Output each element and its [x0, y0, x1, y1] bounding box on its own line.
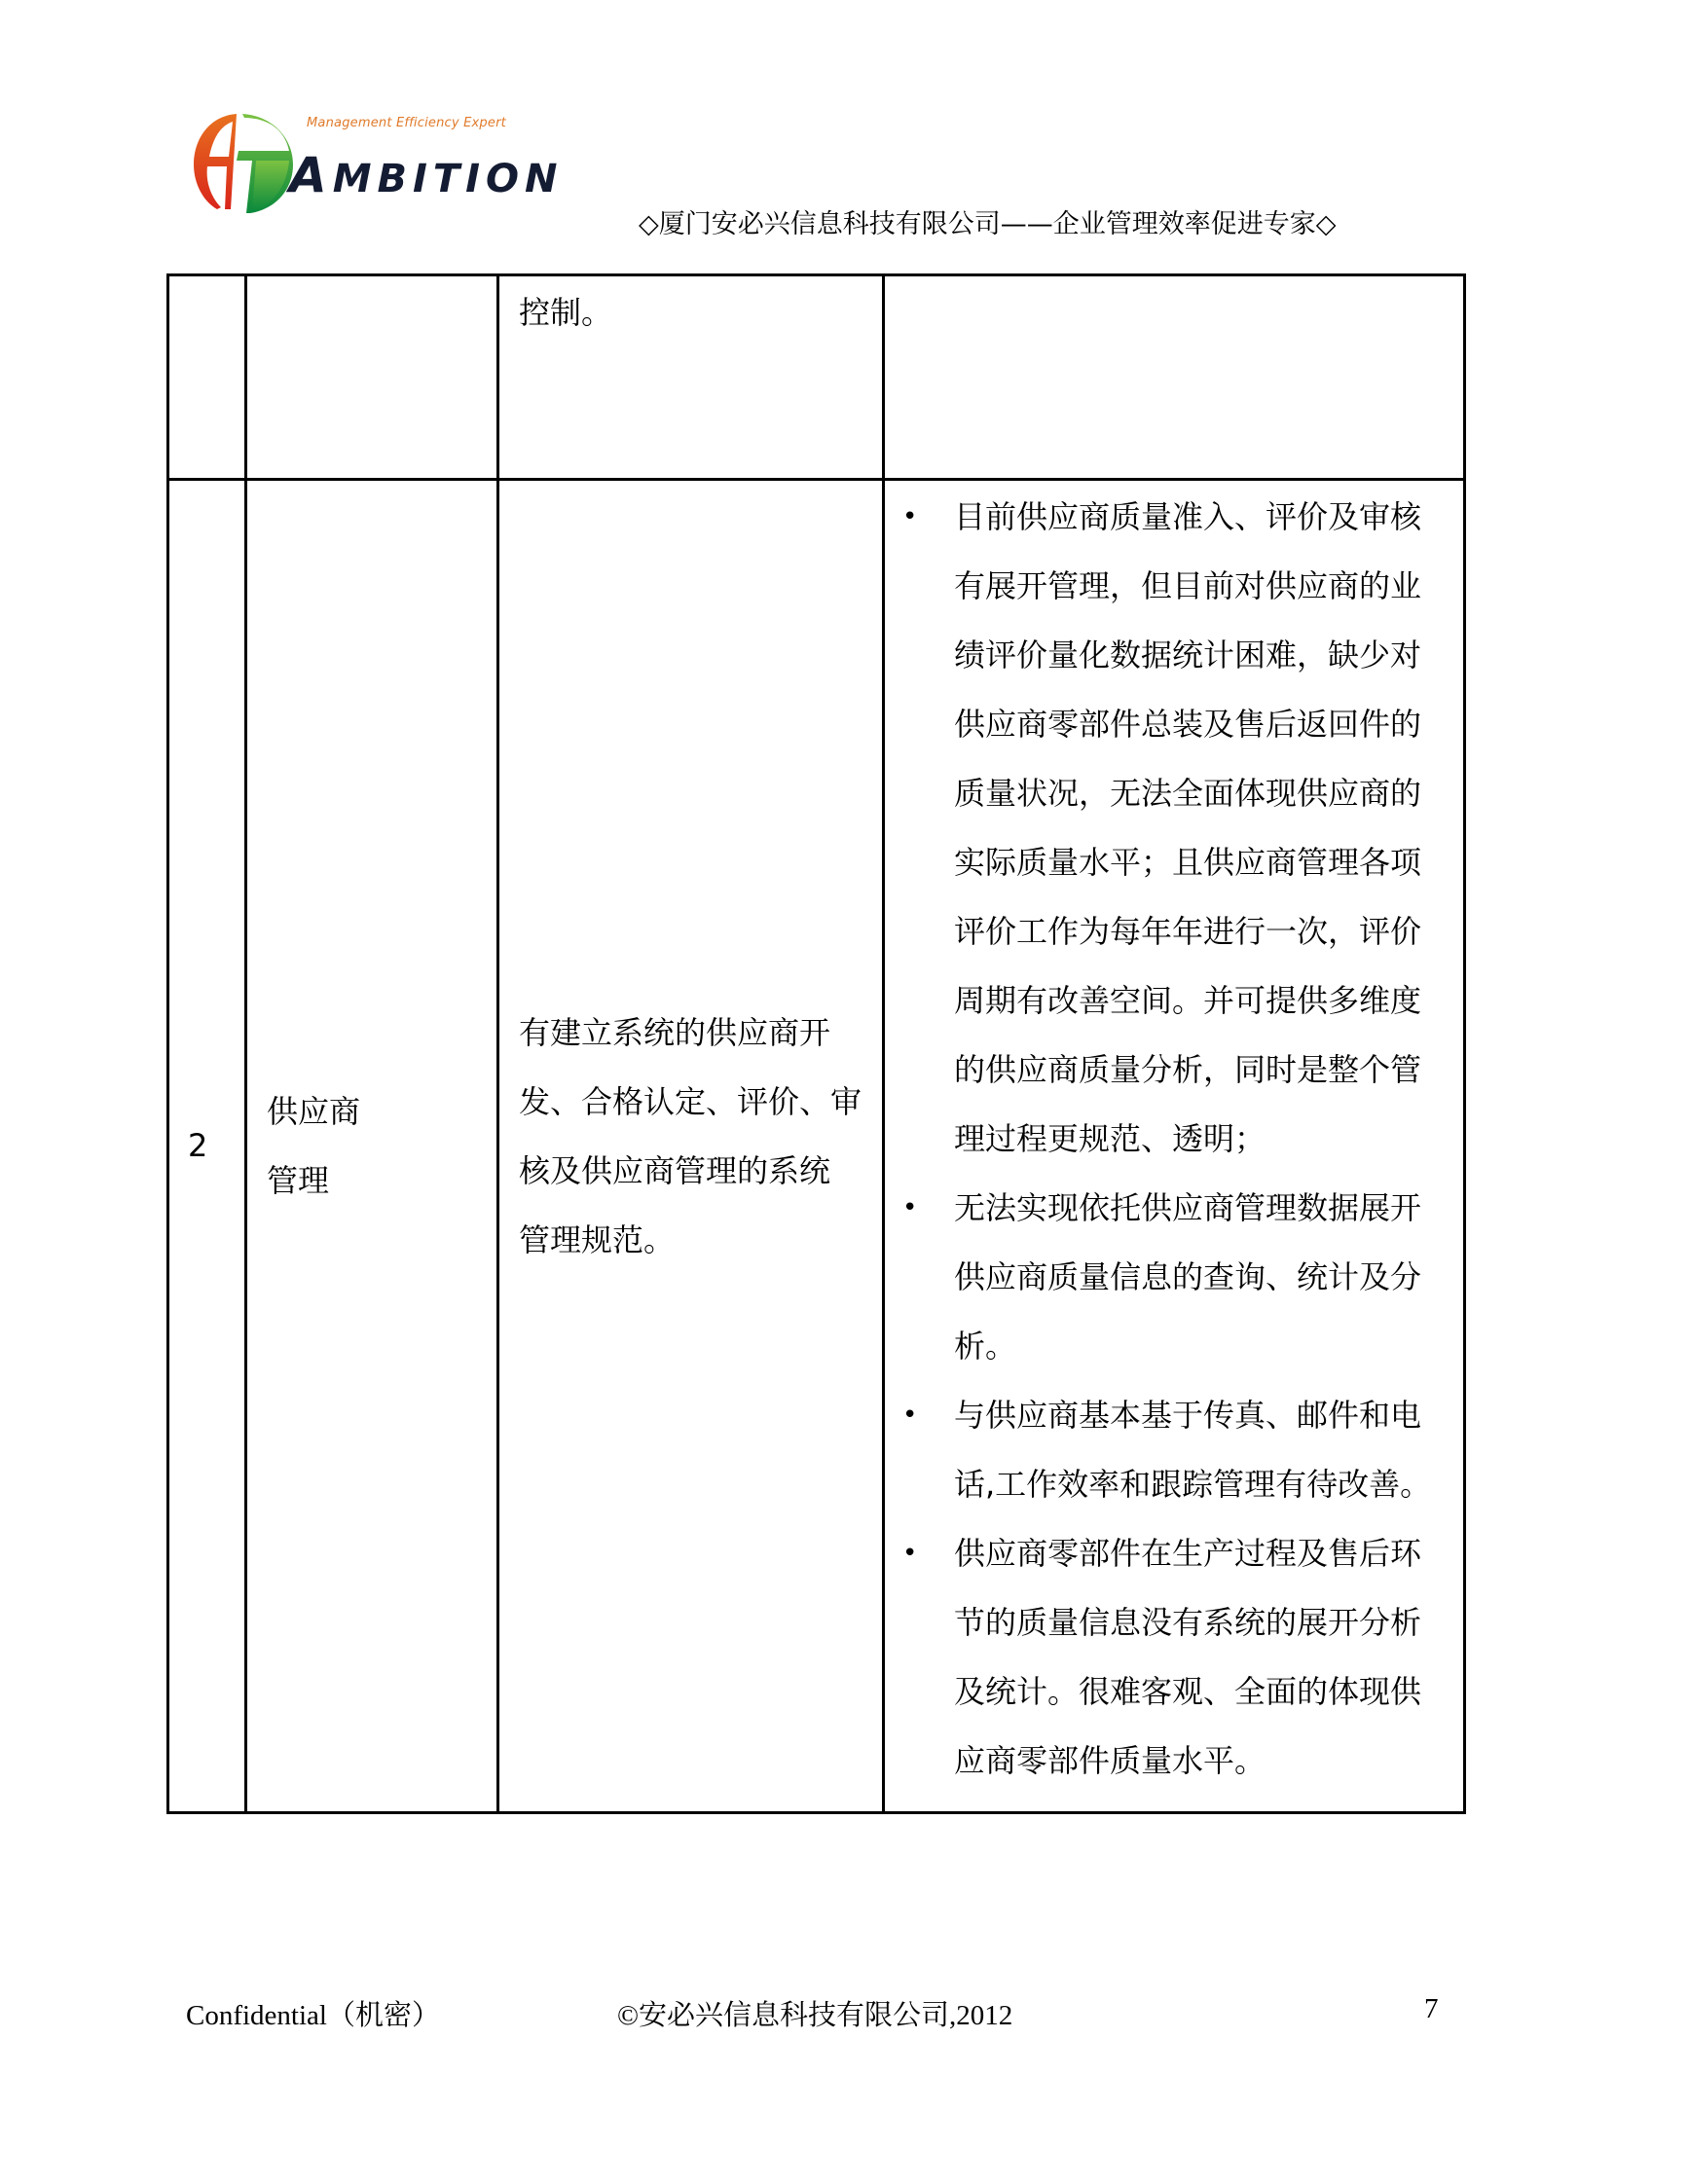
logo-wordmark-initial: A: [289, 147, 333, 203]
text-line: 实际质量水平；且供应商管理各项: [954, 844, 1422, 881]
cell-number: [168, 480, 246, 1813]
content-table: [166, 273, 1466, 1814]
text-line: 供应商零部件总装及售后返回件的: [954, 706, 1422, 743]
cell-issues: [884, 480, 1465, 1813]
list-item: [885, 1174, 1449, 1381]
list-item: [885, 483, 1449, 1174]
table-row: [168, 480, 1465, 1813]
text-line: 析。: [954, 1328, 1017, 1365]
text-line: 发、合格认定、评价、审: [519, 1082, 862, 1120]
logo-tagline: Management Efficiency Expert: [307, 116, 506, 130]
bullet-icon: •: [902, 1193, 918, 1222]
text-line: 管理规范。: [519, 1220, 676, 1258]
footer-copyright: ©安必兴信息科技有限公司,2012: [617, 2000, 1013, 2031]
text-line: 无法实现依托供应商管理数据展开: [954, 1189, 1422, 1226]
item-label: [247, 1077, 496, 1216]
text-line: 及统计。很难客观、全面的体现供: [954, 1673, 1422, 1710]
cell-issues: [884, 275, 1465, 480]
cell-item: [246, 480, 498, 1813]
text-line: 供应商质量信息的查询、统计及分: [954, 1258, 1422, 1295]
text-line: 理过程更规范、透明；: [954, 1120, 1266, 1157]
text-line: 核及供应商管理的系统: [519, 1151, 831, 1189]
text-line: 绩评价量化数据统计困难，缺少对: [954, 637, 1422, 673]
header-slogan: ◇厦门安必兴信息科技有限公司——企业管理效率促进专家◇: [639, 209, 1337, 239]
bullet-icon: •: [902, 502, 918, 531]
list-item: [885, 1519, 1449, 1796]
cell-current-practice: [498, 275, 884, 480]
current-practice-text: [499, 999, 882, 1294]
text-line: 有建立系统的供应商开: [519, 1013, 831, 1051]
row-number: 2: [188, 1127, 208, 1164]
text-line: 有展开管理，但目前对供应商的业: [954, 567, 1422, 604]
bullet-icon: •: [902, 1401, 918, 1430]
footer-confidential: Confidential（机密）: [186, 2000, 440, 2031]
item-label-line: 管理: [267, 1161, 330, 1199]
cell-number: [168, 275, 246, 480]
bullet-icon: •: [902, 1539, 918, 1568]
text-line: 供应商零部件在生产过程及售后环: [954, 1535, 1422, 1572]
text-line: 话,工作效率和跟踪管理有待改善。: [954, 1466, 1432, 1503]
text-line: 评价工作为每年年进行一次，评价: [954, 913, 1422, 950]
text-line: 质量状况，无法全面体现供应商的: [954, 775, 1422, 812]
table-row: [168, 275, 1465, 480]
item-label-line: 供应商: [267, 1092, 361, 1130]
text-line: 应商零部件质量水平。: [954, 1742, 1266, 1779]
text-line: 的供应商质量分析，同时是整个管: [954, 1051, 1422, 1088]
logo-wordmark-rest: MBITION: [332, 157, 564, 201]
text-line: 周期有改善空间。并可提供多维度: [954, 982, 1422, 1019]
logo-wordmark: [289, 147, 564, 203]
logo-at-emblem-icon: [192, 112, 299, 213]
list-item: [885, 1381, 1449, 1519]
current-practice-text: 控制。: [519, 294, 613, 331]
cell-item: [246, 275, 498, 480]
text-line: 与供应商基本基于传真、邮件和电: [954, 1397, 1422, 1434]
text-line: 节的质量信息没有系统的展开分析: [954, 1604, 1422, 1641]
cell-current-practice: [498, 480, 884, 1813]
text-line: 目前供应商质量准入、评价及审核: [954, 498, 1422, 535]
company-logo: [192, 112, 581, 213]
page-number: 7: [1424, 1993, 1439, 2024]
issues-list: [885, 483, 1463, 1809]
